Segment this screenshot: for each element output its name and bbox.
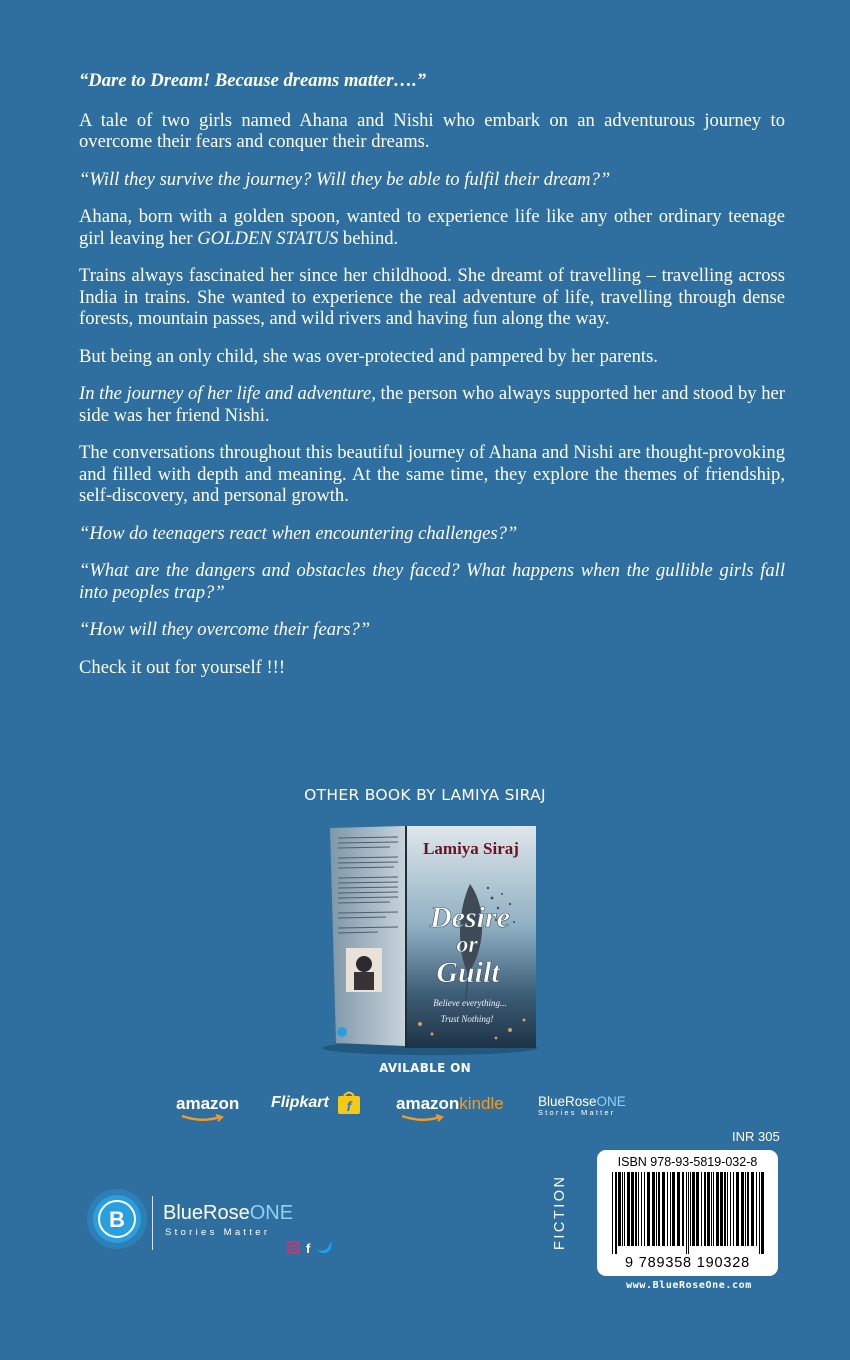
tagline: “Dare to Dream! Because dreams matter….” [79, 70, 427, 91]
instagram-icon [288, 1242, 299, 1253]
front-cover-tagline-2: Trust Nothing! [440, 1014, 494, 1024]
blurb-paragraph-1: A tale of two girls named Ahana and Nishi who embark on an adventurous journey to overcome their fears and conquer their dreams. [79, 109, 785, 152]
barcode-bar [658, 1172, 660, 1246]
barcode-bar [652, 1172, 655, 1246]
blurb-question-3: “What are the dangers and obstacles they faced? What happens when the gullible girls fall into peoples trap?” [79, 560, 785, 603]
blurb-question-2: “How do teenagers react when encountering challenges?” [79, 522, 518, 544]
barcode-bar [711, 1172, 712, 1246]
barcode-bar [724, 1172, 726, 1246]
barcode-bar [635, 1172, 637, 1246]
available-on-heading: AVILABLE ON [379, 1061, 471, 1075]
barcode-bar [761, 1172, 764, 1254]
barcode-bar [727, 1172, 728, 1246]
barcode-bar [720, 1172, 723, 1246]
barcode-bar [751, 1172, 754, 1246]
social-icons [287, 1241, 333, 1255]
flipkart-logo: Flipkart f [271, 1094, 329, 1130]
barcode-bar [682, 1172, 684, 1246]
facebook-icon [306, 1241, 311, 1255]
isbn-label: ISBN 978-93-5819-032-8 [617, 1155, 758, 1169]
blurb-question-1: “Will they survive the journey? Will they be able to fulfil their dream?” [79, 168, 611, 190]
blurb-paragraph-4: But being an only child, she was over-protected and pampered by her parents. [79, 345, 658, 367]
front-cover-title-2: or [456, 932, 478, 958]
amazon-smile-icon [180, 1114, 226, 1122]
blurb-paragraph-5: In the journey of her life and adventure, the person who always supported her and stood by her side was her friend Nishi. [79, 383, 785, 426]
blurb-paragraph-6: The conversations throughout this beautiful journey of Ahana and Nishi are thought-provoking and filled with depth and meaning. At the same time, they explore the themes of friendship, self-discovery, and personal growth. [79, 442, 785, 506]
website-url: www.BlueRoseOne.com [626, 1280, 752, 1291]
price-label: INR 305 [732, 1129, 780, 1144]
back-cover-blurb [79, 70, 785, 694]
svg-text:f: f [346, 1098, 352, 1114]
barcode-bar [615, 1172, 617, 1254]
barcode-digits: 9 789358 190328 [625, 1255, 750, 1271]
barcode-bar [713, 1172, 714, 1246]
barcode-bar [688, 1172, 689, 1254]
barcode-bar [690, 1172, 691, 1246]
barcode-bar [696, 1172, 699, 1246]
barcode-bar [618, 1172, 621, 1246]
barcode-bar [638, 1172, 639, 1246]
barcode-bar [745, 1172, 746, 1246]
barcode-bar [701, 1172, 702, 1246]
front-cover-title-3: Guilt [436, 956, 500, 989]
bluerose-logo-icon [86, 1188, 150, 1252]
barcode-bar [622, 1172, 623, 1246]
front-cover-title-1: Desire [430, 901, 510, 934]
barcode-bar [612, 1172, 613, 1254]
barcode-bar [647, 1172, 650, 1246]
blurb-question-4: “How will they overcome their fears?” [79, 619, 371, 640]
kindle-smile-icon [400, 1114, 446, 1122]
barcode-bar [747, 1172, 749, 1246]
barcode-bar [670, 1172, 671, 1246]
genre-label: FICTION [552, 1174, 568, 1250]
blurb-closing: Check it out for yourself !!! [79, 656, 286, 678]
logo-divider [152, 1196, 153, 1250]
flipkart-bag-icon [337, 1091, 361, 1115]
barcode-bar [716, 1172, 719, 1246]
blurb-paragraph-2: Ahana, born with a golden spoon, wanted to experience life like any other ordinary teenage girl leaving her GOLDEN STATUS behind. [79, 206, 785, 249]
barcode-bar [686, 1172, 687, 1254]
barcode-bar [627, 1172, 630, 1246]
barcode-bar [730, 1172, 731, 1246]
barcode-bar [667, 1172, 668, 1246]
isbn-barcode [597, 1150, 778, 1276]
front-cover-author: Lamiya Siraj [423, 839, 519, 858]
barcode-bar [644, 1172, 645, 1246]
svg-text:B: B [109, 1207, 125, 1232]
barcode-bar [692, 1172, 695, 1246]
barcode-bar [707, 1172, 710, 1246]
back-cover-logo-icon [337, 1027, 347, 1037]
barcode-bar [756, 1172, 757, 1246]
barcode-bar [641, 1172, 642, 1246]
bluerose-store-logo: BlueRoseONE Stories Matter [538, 1094, 626, 1117]
svg-text:f: f [306, 1241, 311, 1255]
barcode-bar [624, 1172, 625, 1246]
barcode-bar [741, 1172, 744, 1246]
amazon-logo: amazon [176, 1094, 239, 1130]
barcode-bar [672, 1172, 675, 1246]
publisher-tagline: Stories Matter [165, 1227, 271, 1238]
blurb-paragraph-3: Trains always fascinated her since her childhood. She dreamt of travelling – travelling across India in trains. She wanted to experience the real adventure of life, travelling through dense forests, mountain passes, and wild rivers and having fun along the way. [79, 265, 785, 329]
barcode-bar [736, 1172, 739, 1246]
barcode-bar [662, 1172, 665, 1246]
amazon-kindle-logo: amazonkindle [396, 1094, 504, 1130]
barcode-bar [759, 1172, 760, 1254]
barcode-bars [610, 1172, 765, 1254]
barcode-bar [733, 1172, 734, 1246]
twitter-icon [317, 1242, 332, 1253]
barcode-bar [704, 1172, 706, 1246]
publisher-name: BlueRoseONE [163, 1202, 294, 1224]
front-cover-tagline-1: Believe everything... [433, 998, 507, 1008]
barcode-bar [677, 1172, 680, 1246]
barcode-bar [631, 1172, 634, 1246]
back-cover-shape [330, 826, 405, 1046]
other-book-heading: OTHER BOOK BY LAMIYA SIRAJ [304, 786, 546, 804]
barcode-bar [656, 1172, 657, 1246]
other-book-image [320, 824, 545, 1056]
